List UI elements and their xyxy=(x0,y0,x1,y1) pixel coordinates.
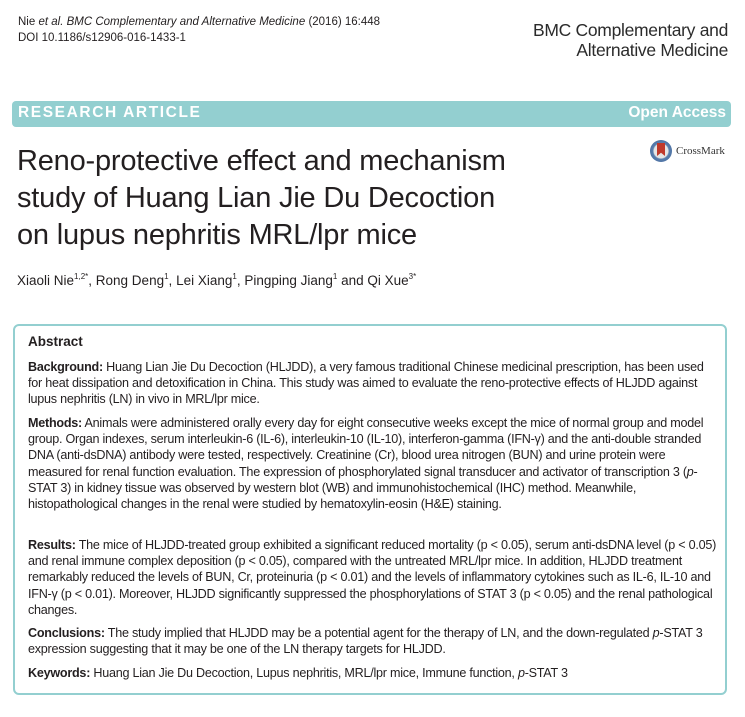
citation-author: Nie xyxy=(18,16,36,28)
abstract-keywords xyxy=(28,665,718,681)
section-text: -STAT 3 xyxy=(524,666,568,680)
author-name[interactable]: Rong Deng xyxy=(95,273,165,288)
title-line: on lupus nephritis MRL/lpr mice xyxy=(17,219,417,251)
crossmark-icon xyxy=(650,140,672,162)
article-type: RESEARCH ARTICLE xyxy=(18,104,202,121)
citation-journal: BMC Complementary and Alternative Medicine xyxy=(66,16,306,28)
abstract-background xyxy=(28,359,718,408)
title-line: study of Huang Lian Jie Du Decoction xyxy=(17,182,496,214)
abstract-box xyxy=(13,324,727,695)
author-name[interactable]: Qi Xue xyxy=(367,273,409,288)
abstract-heading: Abstract xyxy=(28,334,83,349)
abstract-methods xyxy=(28,415,718,512)
italic-p: p xyxy=(686,464,694,479)
abstract-results xyxy=(28,537,718,618)
author-name[interactable]: Xiaoli Nie xyxy=(17,273,75,288)
article-title xyxy=(17,143,597,254)
author-affiliation: 1 xyxy=(164,272,169,281)
citation-header xyxy=(18,14,380,46)
section-label: Conclusions: xyxy=(28,626,105,640)
section-label: Methods: xyxy=(28,416,82,430)
doi[interactable]: DOI 10.1186/s12906-016-1433-1 xyxy=(18,32,186,44)
section-text: -STAT 3) in kidney tissue was observed by western blot (WB) and immunohistochemical (IHC) method. Meanwhile, histopathological changes in the renal were studied by hematoxylin-eosin (H&E) staining. xyxy=(28,464,698,512)
separator: , xyxy=(236,273,245,288)
open-access-label[interactable]: Open Access xyxy=(628,104,726,121)
author-affiliation: 1 xyxy=(232,272,237,281)
italic-p: p xyxy=(517,666,525,680)
section-label: Background: xyxy=(28,360,103,374)
crossmark-label: CrossMark xyxy=(676,145,725,157)
crossmark-badge[interactable] xyxy=(650,140,725,162)
abstract-conclusions xyxy=(28,625,718,657)
section-text: Huang Lian Jie Du Decoction, Lupus nephritis, MRL/lpr mice, Immune function, xyxy=(93,666,518,680)
section-label: Results: xyxy=(28,538,76,552)
section-text: Huang Lian Jie Du Decoction (HLJDD), a very famous traditional Chinese medicinal prescription, has been used for heat dissipation and detoxification in China. This study was aimed to evaluate the reno-protective effects of HLJDD against lupus nephritis (LN) in vivo in MRL/lpr mice. xyxy=(28,360,704,407)
title-line: Reno-protective effect and mechanism xyxy=(17,145,506,177)
section-text: The study implied that HLJDD may be a potential agent for the therapy of LN, and the down-regulated xyxy=(107,626,653,640)
author-affiliation: 3* xyxy=(408,272,417,281)
journal-name-line2: Alternative Medicine xyxy=(576,40,728,60)
author-list xyxy=(17,272,416,288)
author-affiliation: 1 xyxy=(332,272,338,281)
separator: , xyxy=(88,273,96,288)
journal-name-line1: BMC Complementary and xyxy=(532,20,728,40)
section-text: The mice of HLJDD-treated group exhibited a significant reduced mortality (p < 0.05), serum anti-dsDNA level (p < 0.05) and renal immune complex deposition (p < 0.05), compared with the untreated MRL/lpr mice. In addition, HLJDD treatment remarkably reduced the levels of BUN, Cr, proteinuria (p < 0.01) and the levels of inflammatory cytokines such as IL-6, IL-10 and IFN-γ (p < 0.01). Moreover, HLJDD significantly suppressed the phosphorylations of STAT 3 (p < 0.05) and the renal pathological changes. xyxy=(28,538,717,617)
section-text: Animals were administered orally every day for eight consecutive weeks except the mice of normal group and model group. Organ indexes, serum interleukin-6 (IL-6), interleukin-10 (IL-10), interferon-gamma (IFN-γ) and the anti-double stranded DNA (anti-dsDNA) antibody were tested, respectively. Creatinine (Cr), blood urea nitrogen (BUN) and urine protein were measured for renal function evaluation. The expression of phosphorylated signal transducer and activator of transcription 3 ( xyxy=(28,416,704,479)
article-type-banner xyxy=(12,101,731,127)
separator: , xyxy=(168,273,177,288)
author-name[interactable]: Pingping Jiang xyxy=(244,273,333,288)
section-label: Keywords: xyxy=(28,666,91,680)
separator: and xyxy=(337,273,368,288)
author-name[interactable]: Lei Xiang xyxy=(176,273,233,288)
section-text: -STAT 3 expression suggesting that it may be one of the LN therapy targets for HLJDD. xyxy=(28,626,703,657)
journal-name xyxy=(533,20,728,60)
citation-line xyxy=(18,14,380,30)
citation-etal: et al. xyxy=(38,16,64,28)
citation-volume: (2016) 16:448 xyxy=(308,16,381,28)
italic-p: p xyxy=(652,626,660,640)
author-affiliation: 1,2* xyxy=(74,272,89,281)
